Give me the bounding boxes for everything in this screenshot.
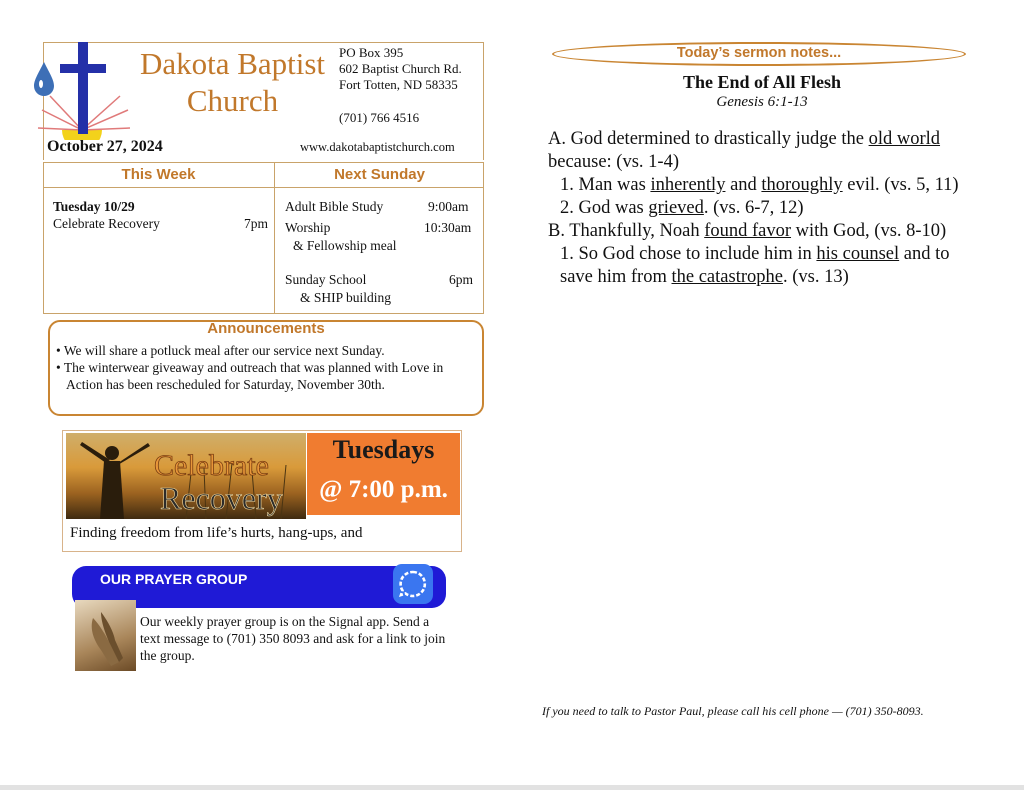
recovery-logo-word: Recovery — [160, 480, 283, 516]
church-name-line1: Dakota Baptist — [139, 46, 326, 81]
outline-subpoint: 1. Man was inherently and thoroughly evil. (vs. 5, 11) — [560, 175, 959, 195]
church-logo — [30, 40, 130, 140]
next-sunday-heading: Next Sunday — [334, 166, 425, 183]
cross-icon — [78, 42, 88, 134]
celebrate-recovery-day: Tuesdays — [332, 435, 435, 464]
this-week-event: Celebrate Recovery — [53, 216, 160, 231]
page-bottom-edge — [0, 785, 1024, 790]
list-item: • We will share a potluck meal after our service next Sunday. — [56, 343, 385, 358]
celebrate-logo-word: Celebrate — [154, 449, 269, 482]
this-week-time: 7pm — [244, 216, 269, 231]
sermon-outline — [548, 128, 980, 289]
water-drop-icon — [34, 62, 54, 96]
sermon-title: The End of All Flesh — [682, 72, 842, 92]
celebrate-recovery-caption: Finding freedom from life’s hurts, hang-ups, and — [70, 525, 363, 541]
announcements-title: Announcements — [207, 320, 325, 337]
celebrate-recovery-time: @ 7:00 p.m. — [319, 476, 448, 503]
outline-point: B. Thankfully, Noah found favor with God, (vs. 8-10) — [548, 221, 947, 241]
next-sunday-time: 9:00am — [428, 199, 469, 214]
sermon-reference: Genesis 6:1-13 — [716, 94, 808, 110]
announcements-list — [56, 342, 476, 393]
praying-hands-icon — [75, 600, 136, 671]
chat-bubble-icon — [392, 563, 434, 605]
announcement-text: The winterwear giveaway and outreach that was planned with Love in Action has been rescheduled for Saturday, November 30th. — [63, 360, 444, 392]
church-phone: (701) 766 4516 — [339, 110, 420, 125]
sermon-notes-label: Today’s sermon notes... — [676, 45, 842, 61]
person-silhouette-icon — [66, 433, 306, 519]
next-sunday-event: Adult Bible Study — [285, 199, 384, 214]
schedule-divider — [274, 162, 275, 314]
next-sunday-time: 10:30am — [424, 220, 472, 235]
church-name — [130, 45, 335, 119]
outline-subpoint: 2. God was grieved. (vs. 6-7, 12) — [560, 198, 804, 218]
next-sunday-event: Worship — [285, 220, 331, 235]
this-week-day: Tuesday 10/29 — [53, 199, 135, 214]
next-sunday-time: 6pm — [449, 272, 474, 287]
outline-subpoint: 1. So God chose to include him in his counsel and to save him from the catastrophe. (vs. 13) — [560, 244, 950, 287]
outline-point: A. God determined to drastically judge the old world because: (vs. 1-4) — [548, 129, 941, 172]
next-sunday-event: Sunday School — [285, 272, 367, 287]
announcement-text: We will share a potluck meal after our service next Sunday. — [63, 343, 385, 358]
prayer-group-title: OUR PRAYER GROUP — [100, 571, 248, 587]
prayer-group-text: Our weekly prayer group is on the Signal app. Send a text message to (701) 350 8093 and ask for a link to join the group. — [140, 614, 446, 663]
praying-hands-image — [75, 600, 136, 671]
this-week-heading: This Week — [121, 166, 196, 183]
address-line2: 602 Baptist Church Rd. — [339, 61, 462, 76]
next-sunday-event: & Fellowship meal — [293, 238, 397, 253]
church-website: www.dakotabaptistchurch.com — [300, 140, 455, 154]
list-item: • The winterwear giveaway and outreach that was planned with Love in Action has been rescheduled for Saturday, November 30th. — [56, 360, 444, 392]
celebrate-recovery-image — [66, 433, 306, 519]
address-line1: PO Box 395 — [339, 45, 404, 60]
bulletin-date: October 27, 2024 — [47, 138, 163, 155]
next-sunday-event: & SHIP building — [300, 290, 392, 305]
church-name-line2: Church — [186, 83, 279, 118]
pastor-contact-note: If you need to talk to Pastor Paul, please call his cell phone — (701) 350-8093. — [542, 704, 924, 718]
church-address — [339, 45, 462, 93]
address-line3: Fort Totten, ND 58335 — [339, 77, 458, 92]
